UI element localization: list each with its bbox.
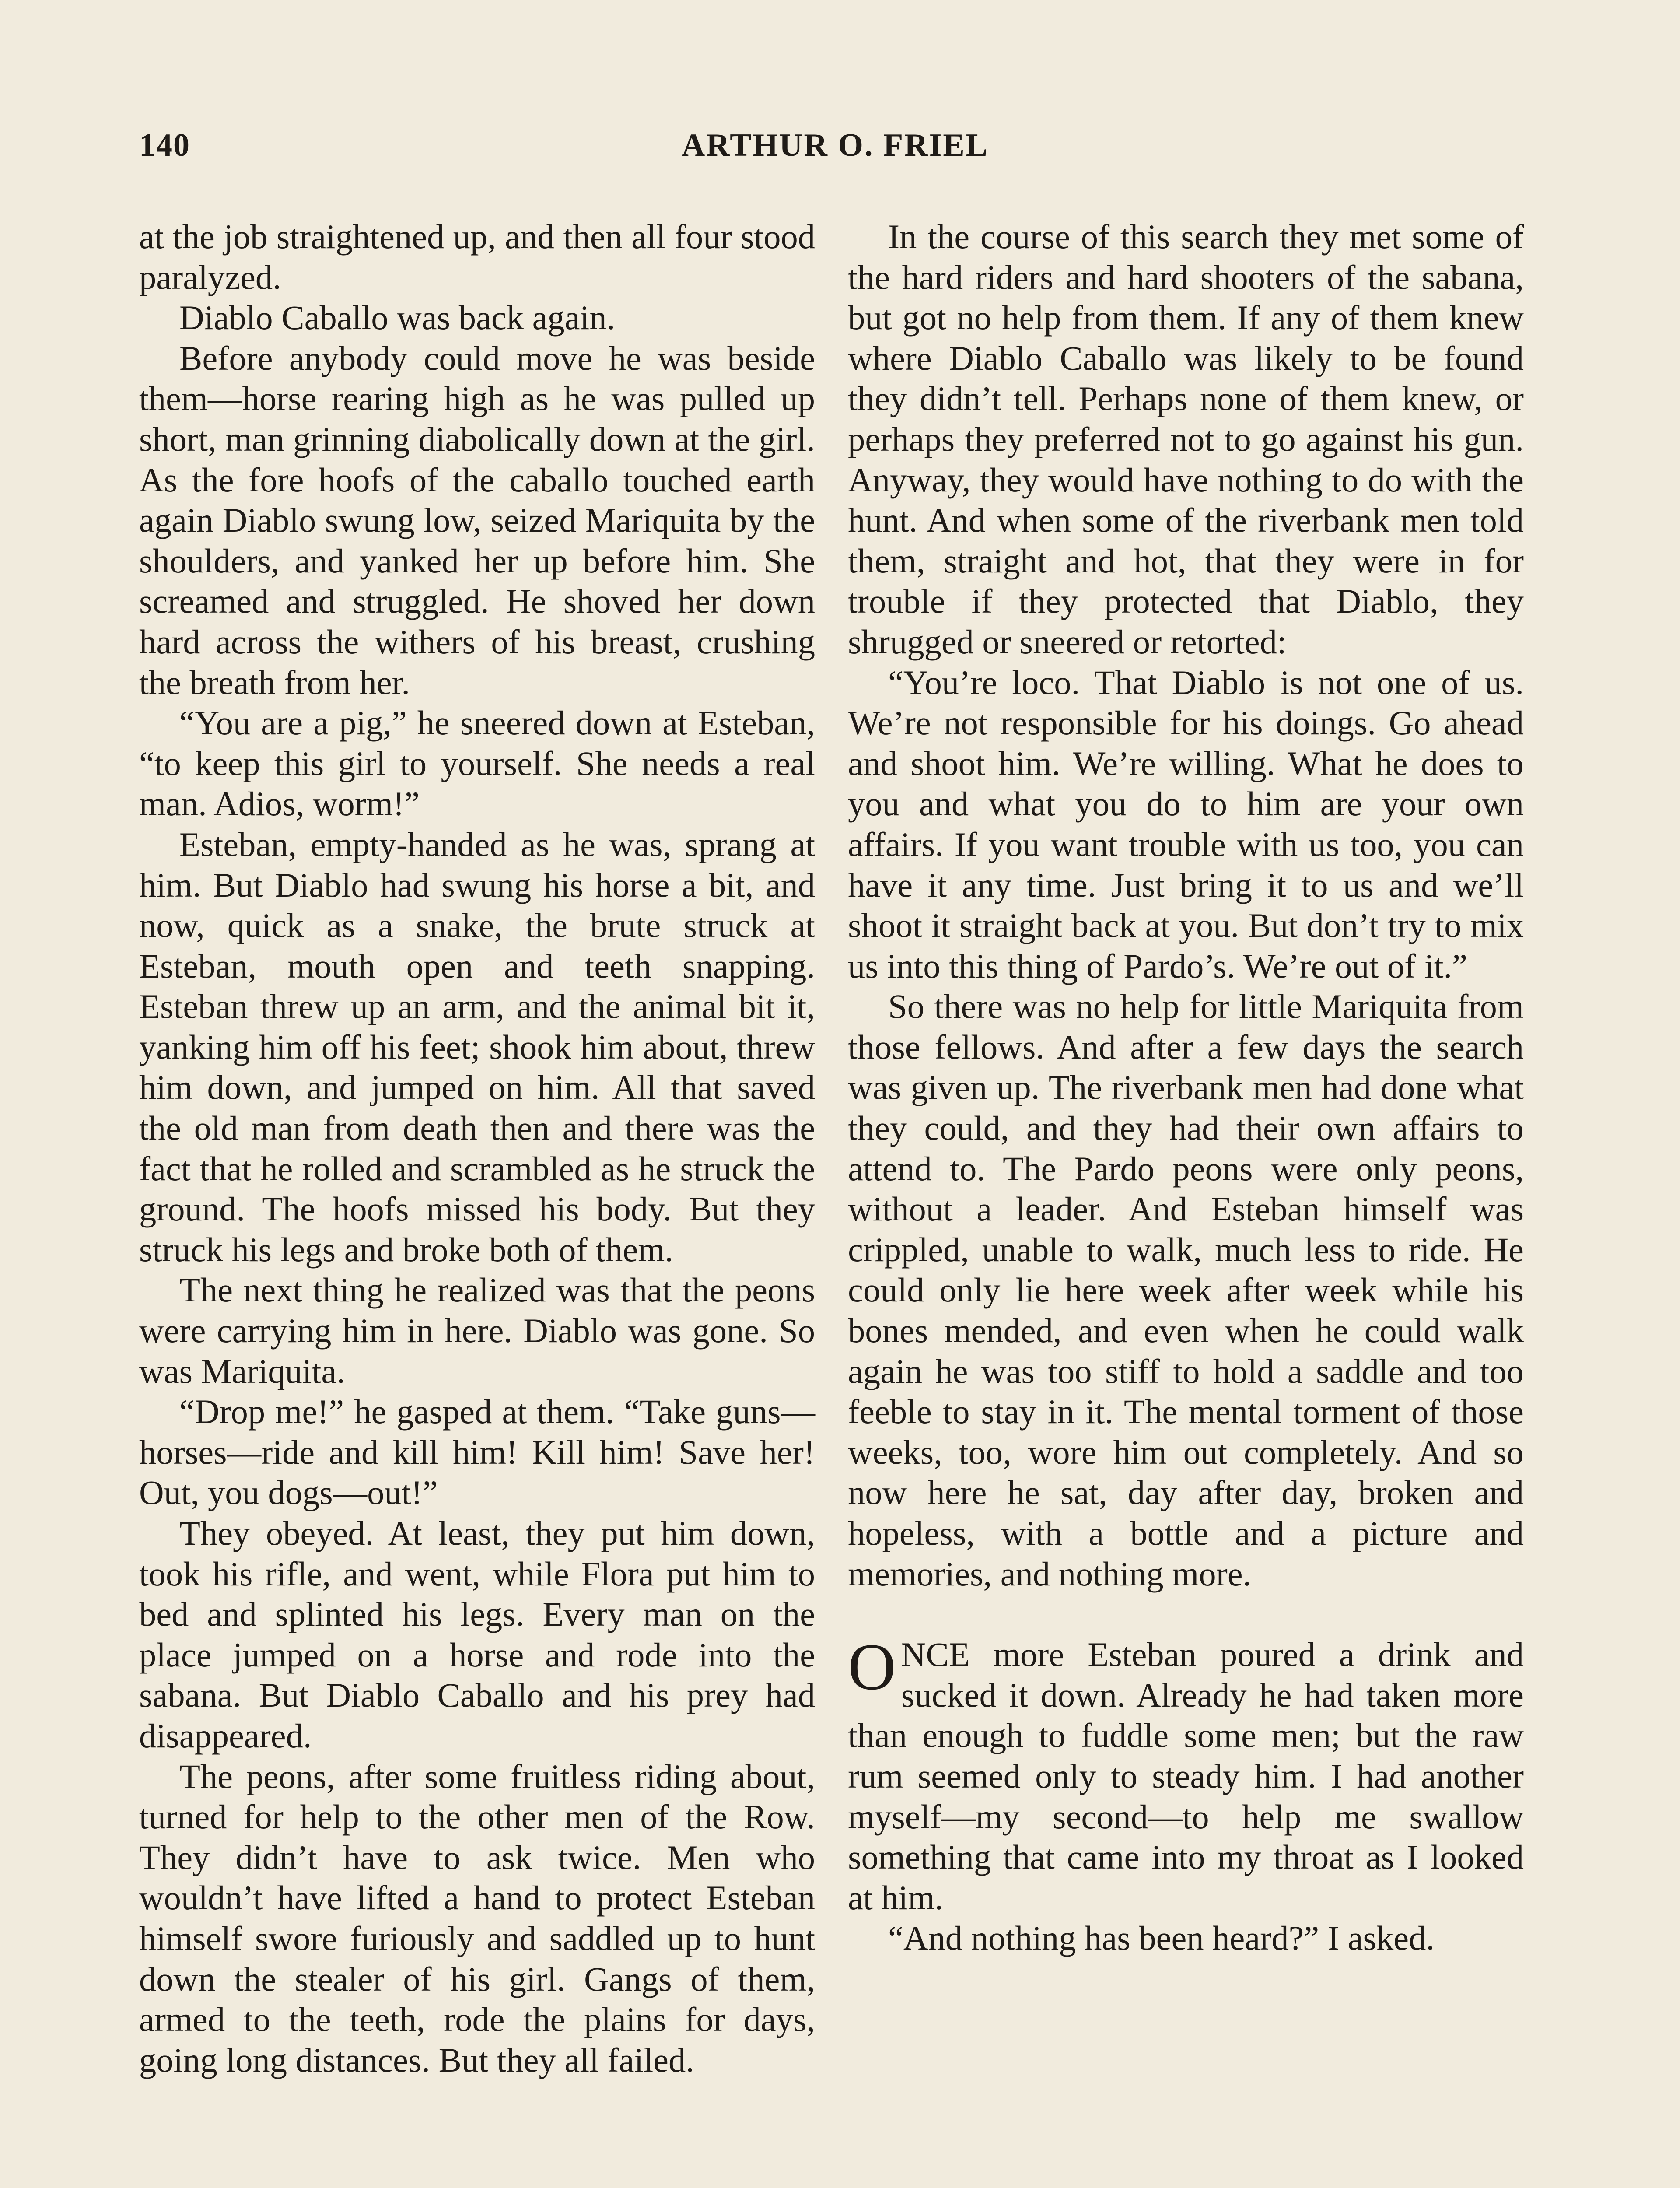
paragraph: Before anybody could move he was beside them—horse rearing high as he was pulled up short, man grinning diabolically down at the girl. As the fore hoofs of the caballo touched earth again Diablo swung low, seized Mariquita by the shoulders, and yanked her up before him. She screamed and struggled. He shoved her down hard across the withers of his breast, crushing the breath from her. <box>139 339 815 701</box>
paragraph: Esteban, empty-handed as he was, sprang at him. But Diablo had swung his horse a bit, and now, quick as a snake, the brute struck at Esteban, mouth open and teeth snapping. Esteban threw up an arm, and the animal bit it, yanking him off his feet; shook him about, threw him down, and jumped on him. All that saved the old man from death then and there was the fact that he rolled and scrambled as he struck the ground. The hoofs missed his body. But they struck his legs and broke both of them. <box>139 825 815 1269</box>
section-start-paragraph <box>848 1630 1524 1918</box>
paragraph: Diablo Caballo was back again. <box>179 298 616 337</box>
left-column <box>139 217 815 2080</box>
paragraph: They obeyed. At least, they put him down, took his rifle, and went, while Flora put him to bed and splinted his legs. Every man on the place jumped on a horse and rode into the sabana. But Diablo Caballo and his prey had disappeared. <box>139 1514 815 1755</box>
paragraph: The peons, after some fruitless riding about, turned for help to the other men of the Row. They didn’t have to ask twice. Men who wouldn’t have lifted a hand to protect Esteban himself swore furiously and saddled up to hunt down the stealer of his girl. Gangs of them, armed to the teeth, rode the plains for days, going long distances. But they all failed. <box>139 1757 815 2079</box>
paragraph: “You’re loco. That Diablo is not one of us. We’re not responsible for his doings. Go ahead and shoot him. We’re willing. What he does to you and what you do to him are your own affairs. If you want trouble with us too, you can have it any time. Just bring it to us and we’ll shoot it straight back at you. But don’t try to mix us into this thing of Pardo’s. We’re out of it.” <box>848 663 1524 985</box>
right-column <box>848 217 1524 1959</box>
drop-cap: O <box>848 1630 896 1704</box>
paragraph: “You are a pig,” he sneered down at Esteban, “to keep this girl to yourself. She needs a real man. Adios, worm!” <box>139 704 815 823</box>
paragraph: In the course of this search they met some of the hard riders and hard shooters of the sabana, but got no help from them. If any of them knew where Diablo Caballo was likely to be found they didn’t tell. Perhaps none of them knew, or perhaps they preferred not to go against his gun. Anyway, they would have nothing to do with the hunt. And when some of the riverbank men told them, straight and hot, that they were in for trouble if they protected that Diablo, they shrugged or sneered or retorted: <box>848 217 1524 661</box>
paragraph: So there was no help for little Mariquita from those fellows. And after a few days the search was given up. The riverbank men had done what they could, and they had their own affairs to attend to. The Pardo peons were only peons, without a leader. And Esteban himself was crippled, unable to walk, much less to ride. He could only lie here week after week while his bones mended, and even when he could walk again he was too stiff to hold a saddle and too feeble to stay in it. The mental torment of those weeks, too, wore him out completely. And so now here he sat, day after day, broken and hopeless, with a bottle and a picture and memories, and nothing more. <box>848 987 1524 1593</box>
paragraph: “Drop me!” he gasped at them. “Take guns—horses—ride and kill him! Kill him! Save her! Out, you dogs—out!” <box>139 1392 815 1512</box>
page-number: 140 <box>139 127 190 163</box>
running-head: ARTHUR O. FRIEL <box>681 127 989 163</box>
paragraph: “And nothing has been heard?” I asked. <box>888 1919 1435 1957</box>
paragraph: at the job straightened up, and then all four stood paralyzed. <box>139 217 815 296</box>
page-header <box>139 127 1531 179</box>
paragraph: The next thing he realized was that the peons were carrying him in here. Diablo was gone. So was Mariquita. <box>139 1271 815 1390</box>
section-first-text: NCE more Esteban poured a drink and sucked it down. Already he had taken more than enough to fuddle some men; but the raw rum seemed only to steady him. I had another myself—my second—to help me swallow something that came into my throat as I looked at him. <box>848 1635 1524 1917</box>
